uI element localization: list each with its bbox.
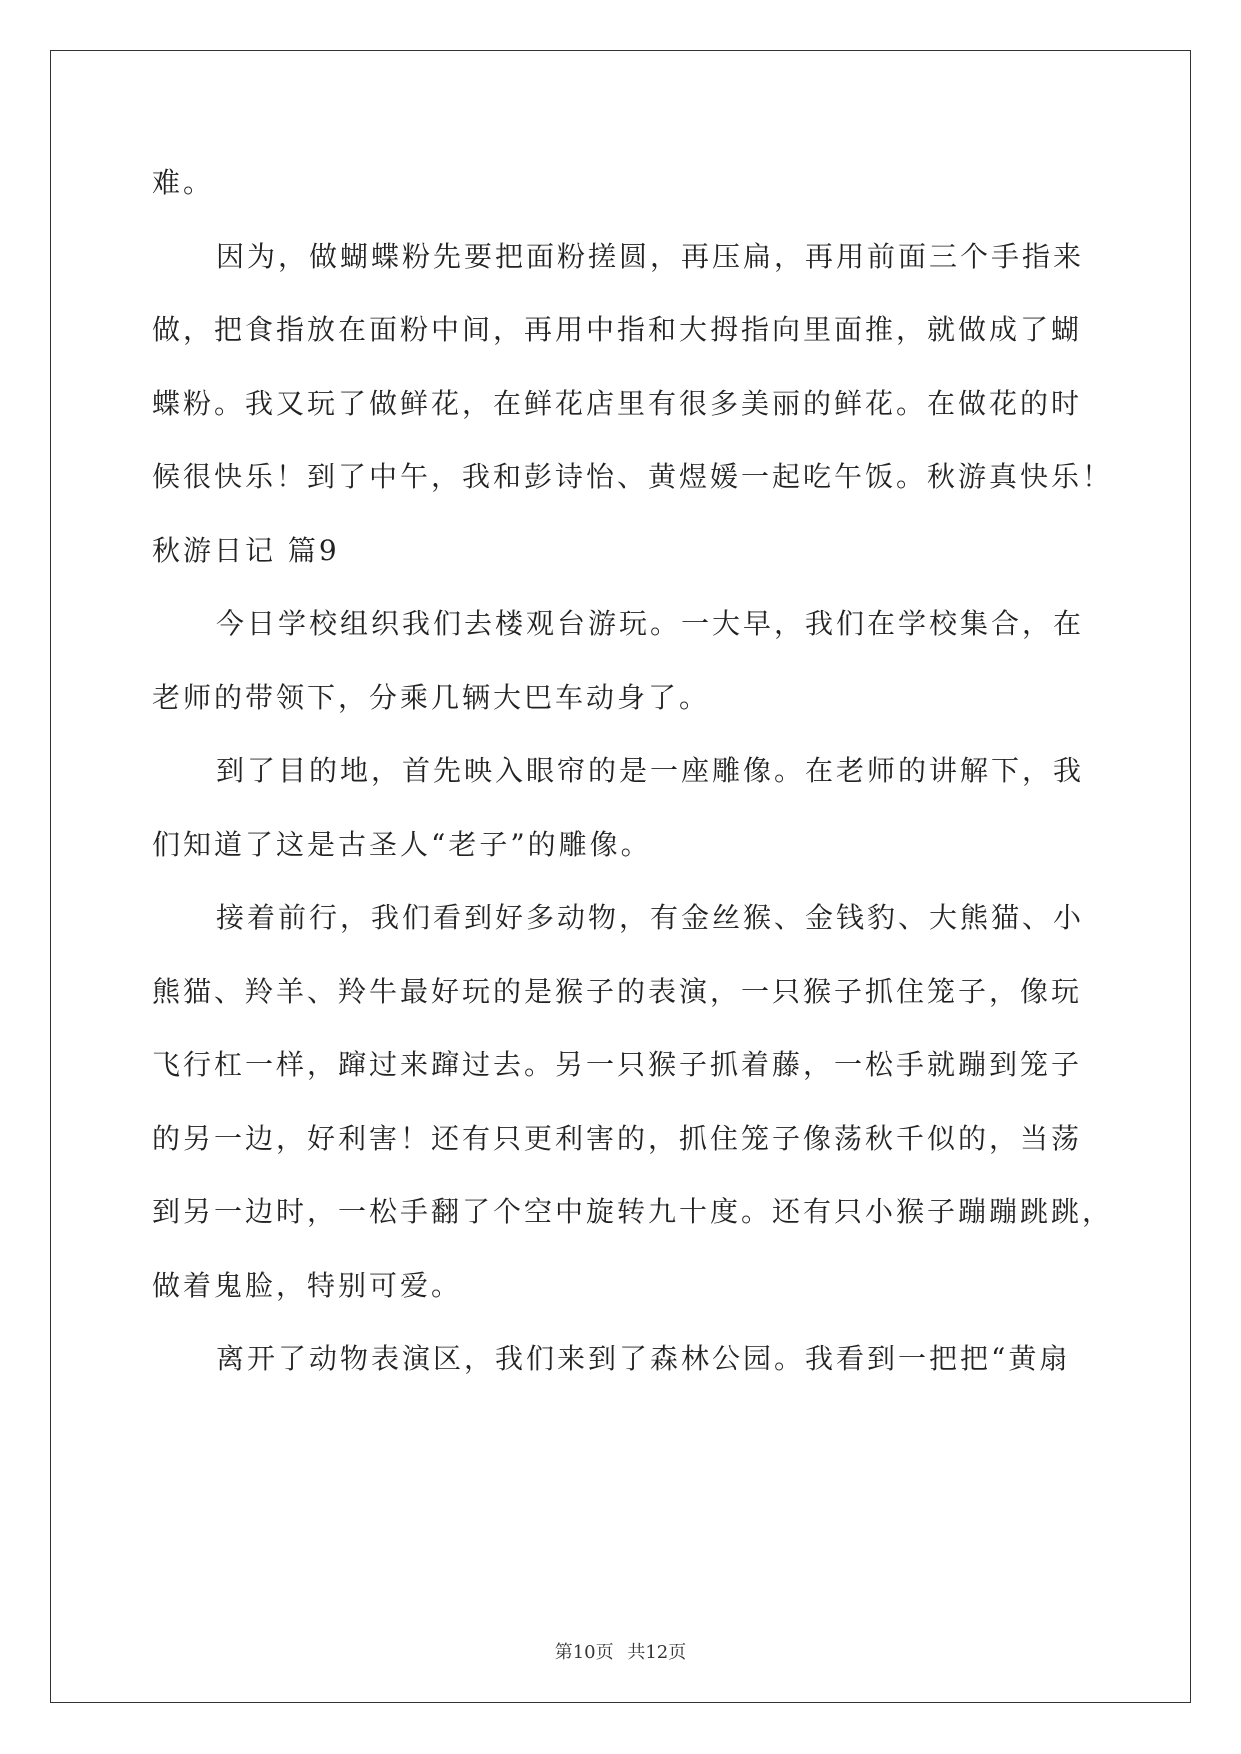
text-line: 蝶粉。我又玩了做鲜花，在鲜花店里有很多美丽的鲜花。在做花的时 [152,387,1083,420]
paragraph-start-line: 因为，做蝴蝶粉先要把面粉搓圆，再压扁，再用前面三个手指来 [216,240,1085,273]
paragraph-start-line: 今日学校组织我们去楼观台游玩。一大早，我们在学校集合，在 [216,607,1085,640]
text-line: 做着鬼脸，特别可爱。 [152,1269,463,1302]
text-line: 们知道了这是古圣人“老子”的雕像。 [152,828,652,861]
paragraph-start-line: 离开了动物表演区，我们来到了森林公园。我看到一把把“黄扇 [216,1342,1071,1375]
page-number: 第10页 [554,1642,614,1663]
page-footer [0,1638,1241,1664]
paragraph-start-line: 到了目的地，首先映入眼帘的是一座雕像。在老师的讲解下，我 [216,754,1085,787]
text-line: 老师的带领下，分乘几辆大巴车动身了。 [152,681,711,714]
section-heading: 秋游日记 篇9 [152,534,340,567]
text-line: 飞行杠一样，蹿过来蹿过去。另一只猴子抓着藤，一松手就蹦到笼子 [152,1048,1083,1081]
text-line: 到另一边时，一松手翻了个空中旋转九十度。还有只小猴子蹦蹦跳跳， [152,1195,1114,1228]
text-line: 的另一边，好利害！还有只更利害的，抓住笼子像荡秋千似的，当荡 [152,1122,1083,1155]
page-border [50,50,1191,1703]
text-line: 熊猫、羚羊、羚牛最好玩的是猴子的表演，一只猴子抓住笼子，像玩 [152,975,1083,1008]
page-total: 共12页 [627,1642,687,1663]
paragraph-start-line: 接着前行，我们看到好多动物，有金丝猴、金钱豹、大熊猫、小 [216,901,1085,934]
text-line: 候很快乐！到了中午，我和彭诗怡、黄煜媛一起吃午饭。秋游真快乐！ [152,460,1114,493]
text-line: 做，把食指放在面粉中间，再用中指和大拇指向里面推，就做成了蝴 [152,313,1083,346]
text-line: 难。 [152,166,215,199]
